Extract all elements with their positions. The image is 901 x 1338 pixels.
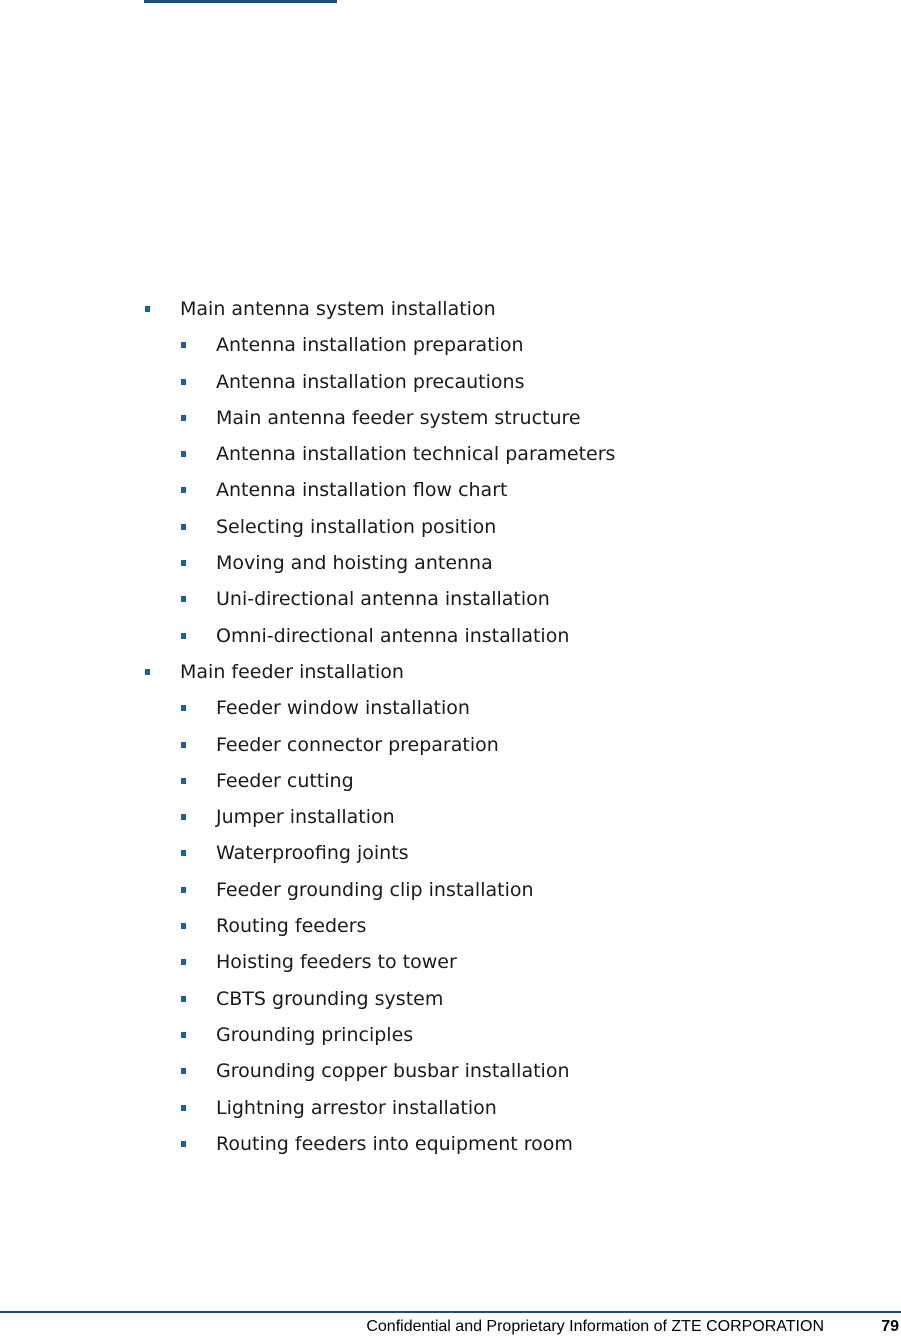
bullet-icon <box>181 887 186 893</box>
toc-subsection-item <box>0 581 901 617</box>
bullet-icon <box>145 306 150 312</box>
toc-subsection-item <box>0 690 901 726</box>
toc-subsection-item <box>0 618 901 654</box>
toc-item-label: Jumper installation <box>216 806 395 829</box>
toc-subsection-item <box>0 364 901 400</box>
toc-item-label: Lightning arrestor installation <box>216 1096 497 1119</box>
bullet-icon <box>181 850 186 856</box>
toc-item-label: Main feeder installation <box>180 660 404 683</box>
bullet-icon <box>181 451 186 457</box>
toc-subsection-item <box>0 1017 901 1053</box>
bullet-icon <box>181 633 186 639</box>
toc-subsection-item <box>0 908 901 944</box>
toc-item-label: Routing feeders into equipment room <box>216 1132 573 1155</box>
toc-item-label: Feeder grounding clip installation <box>216 878 534 901</box>
toc-subsection-item <box>0 472 901 508</box>
toc-subsection-item <box>0 763 901 799</box>
bullet-icon <box>181 487 186 493</box>
page-number: 79 <box>881 1318 899 1335</box>
toc-item-label: Selecting installation position <box>216 515 497 538</box>
toc-item-label: Antenna installation preparation <box>216 334 524 357</box>
toc-subsection-item <box>0 944 901 980</box>
toc-item-label: Feeder window installation <box>216 697 470 720</box>
bullet-icon <box>181 1032 186 1038</box>
bullet-icon <box>181 1105 186 1111</box>
bullet-icon <box>181 560 186 566</box>
toc-item-label: Uni-directional antenna installation <box>216 588 550 611</box>
toc-subsection-item <box>0 835 901 871</box>
bullet-icon <box>181 524 186 530</box>
toc-item-label: Hoisting feeders to tower <box>216 951 457 974</box>
footer-rule <box>0 1311 901 1313</box>
toc-subsection-item <box>0 1053 901 1089</box>
toc-item-label: Grounding principles <box>216 1023 414 1046</box>
toc-subsection-item <box>0 872 901 908</box>
toc-item-label: Waterproofing joints <box>216 842 409 865</box>
toc-item-label: Main antenna feeder system structure <box>216 406 581 429</box>
bullet-icon <box>181 959 186 965</box>
footer-confidential-text: Confidential and Proprietary Information of ZTE CORPORATION <box>366 1318 824 1335</box>
bullet-icon <box>181 379 186 385</box>
toc-subsection-item <box>0 981 901 1017</box>
toc-subsection-item <box>0 509 901 545</box>
toc-item-label: Antenna installation technical parameters <box>216 443 616 466</box>
toc-section-item <box>0 291 901 327</box>
bullet-icon <box>181 705 186 711</box>
toc-section-item <box>0 654 901 690</box>
bullet-icon <box>181 996 186 1002</box>
bullet-icon <box>181 778 186 784</box>
toc-subsection-item <box>0 400 901 436</box>
bullet-icon <box>181 742 186 748</box>
toc-subsection-item <box>0 436 901 472</box>
toc-subsection-item <box>0 545 901 581</box>
toc-subsection-item <box>0 727 901 763</box>
toc-item-label: Antenna installation precautions <box>216 370 525 393</box>
toc-subsection-item <box>0 1126 901 1162</box>
toc-list <box>0 291 901 1162</box>
toc-item-label: Grounding copper busbar installation <box>216 1060 570 1083</box>
header-rule <box>144 0 337 3</box>
toc-item-label: Routing feeders <box>216 915 367 938</box>
bullet-icon <box>145 669 150 675</box>
bullet-icon <box>181 415 186 421</box>
bullet-icon <box>181 1068 186 1074</box>
toc-item-label: Moving and hoisting antenna <box>216 552 493 575</box>
bullet-icon <box>181 814 186 820</box>
toc-item-label: Omni-directional antenna installation <box>216 624 570 647</box>
toc-item-label: Feeder cutting <box>216 769 354 792</box>
toc-subsection-item <box>0 799 901 835</box>
toc-subsection-item <box>0 1090 901 1126</box>
bullet-icon <box>181 1141 186 1147</box>
toc-item-label: CBTS grounding system <box>216 987 444 1010</box>
bullet-icon <box>181 923 186 929</box>
toc-subsection-item <box>0 327 901 363</box>
toc-item-label: Main antenna system installation <box>180 298 496 320</box>
bullet-icon <box>181 596 186 602</box>
toc-item-label: Antenna installation flow chart <box>216 479 508 502</box>
toc-item-label: Feeder connector preparation <box>216 733 499 756</box>
bullet-icon <box>181 342 186 348</box>
